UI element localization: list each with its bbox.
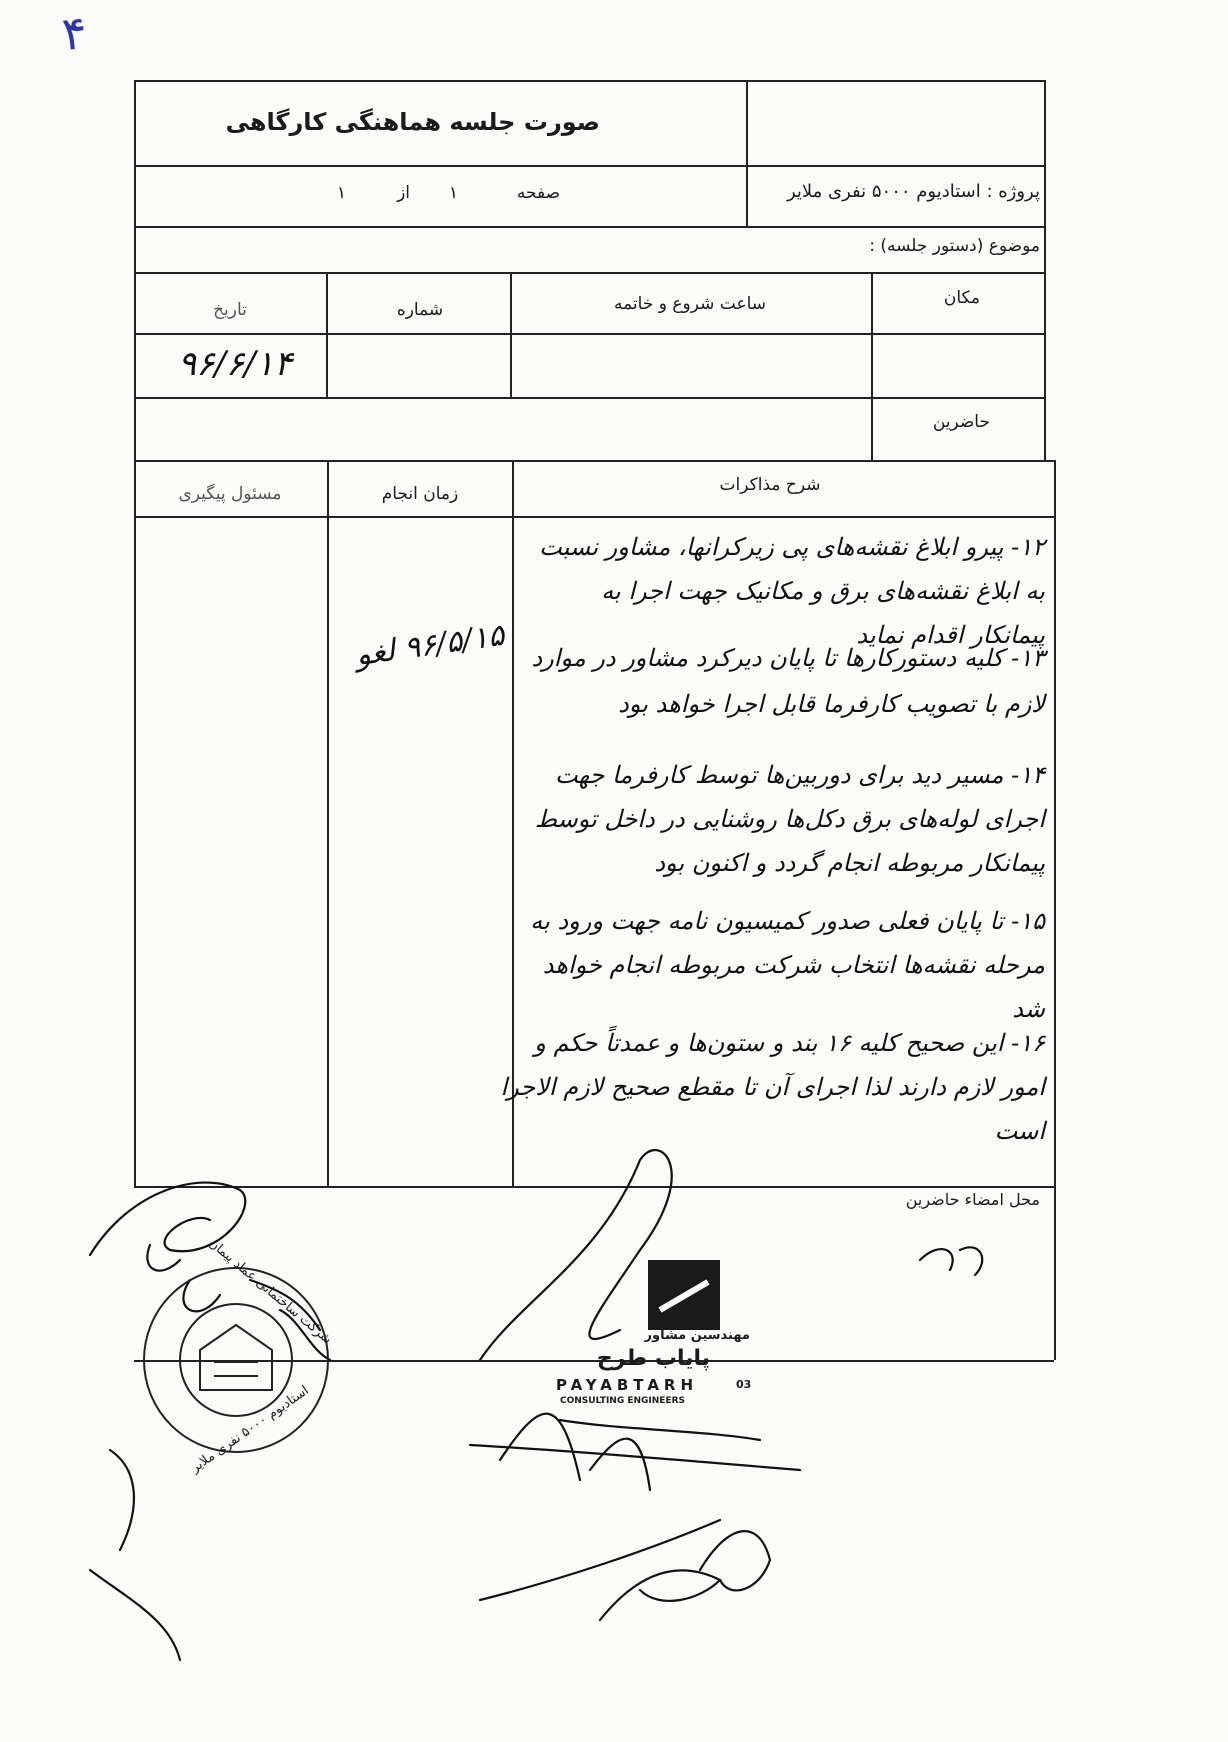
- signatures-drawing: [0, 1100, 1228, 1740]
- attendees-bottom-line: [134, 460, 1054, 462]
- consultant-stamp-code: 03: [736, 1378, 752, 1391]
- signatures-label: محل امضاء حاضرین: [905, 1190, 1040, 1209]
- minutes-item-13: ۱۳- کلیه دستورکارها تا پایان دیرکرد مشاور در موارد لازم با تصویب کارفرما قابل اجرا خواهد بود: [531, 644, 1045, 718]
- date-value: ۹۶/۶/۱۴: [177, 344, 293, 384]
- page-total: ۱: [336, 183, 346, 203]
- consultant-stamp-line1: مهندسین مشاور: [644, 1328, 750, 1343]
- meta-mid-line: [134, 333, 1044, 335]
- project-label: پروژه : استادیوم ۵۰۰۰ نفری ملایر: [786, 181, 1040, 202]
- header-mid-line: [134, 165, 1044, 167]
- attendees-label: حاضرین: [932, 412, 990, 432]
- date-label: تاریخ: [213, 300, 247, 320]
- page-current: ۱: [448, 183, 458, 203]
- subject-label: موضوع (دستور جلسه) :: [869, 236, 1040, 256]
- signature-scribble-4: [470, 1420, 800, 1470]
- time-label: ساعت شروع و خاتمه: [613, 294, 767, 314]
- page-of-label: از: [397, 183, 410, 203]
- header-bottom-line: [134, 226, 1044, 228]
- signature-scribble-8: [90, 1450, 180, 1660]
- number-label: شماره: [396, 300, 444, 320]
- col-description-label: شرح مذاکرات: [719, 475, 821, 495]
- signature-scribble-6: [480, 1520, 720, 1620]
- frame-top: [134, 80, 1044, 82]
- minutes-item-14: ۱۴- مسیر دید برای دوربین‌ها توسط کارفرما جهت اجرای لوله‌های برق دکل‌ها روشنایی در داخل توسط پیمانکار مربوطه انجام گردد و اکنون بود: [534, 761, 1045, 877]
- page-label: صفحه: [516, 183, 560, 203]
- contractor-stamp-bottom: استادیوم ۵۰۰۰ نفری ملایر: [188, 1383, 312, 1476]
- place-label: مکان: [943, 288, 980, 308]
- minutes-item-16: ۱۶- این صحیح کلیه ۱۶ بند و ستون‌ها و عمدتاً حکم و امور لازم دارند لذا اجرای آن تا مقطع صحیح لازم الاجرا است: [500, 1029, 1045, 1145]
- meta-bottom-line: [134, 397, 1044, 399]
- signature-scribble-7: [700, 1531, 770, 1590]
- page-number: ۴: [59, 5, 90, 61]
- minutes-items: [500, 525, 1045, 1175]
- frame-right: [1044, 80, 1046, 460]
- meta-col-2: [510, 272, 512, 398]
- page-counter: [320, 183, 560, 209]
- contractor-stamp-ring: شرکت ساختمانی عماد پیمان: [205, 1235, 335, 1348]
- form-title: صورت جلسه هماهنگی کارگاهی: [225, 108, 600, 136]
- subject-bottom-line: [134, 272, 1044, 274]
- consultant-stamp-name: پایاب طرح: [596, 1346, 710, 1371]
- signature-scribble-9: [920, 1247, 982, 1275]
- consultant-stamp-latin: PAYABTARH: [556, 1376, 699, 1394]
- minutes-header-bottom: [134, 516, 1054, 518]
- meta-col-3: [326, 272, 328, 398]
- contractor-round-stamp: [144, 1268, 328, 1452]
- minutes-item-15: ۱۵- تا پایان فعلی صدور کمیسیون نامه جهت ورود به مرحله نقشه‌ها انتخاب شرکت مربوطه انجام خواهد شد: [530, 907, 1045, 1023]
- minutes-item-12: ۱۲- پیرو ابلاغ نقشه‌های پی زیرکرانها، مشاور نسبت به ابلاغ نقشه‌های برق و مکانیک جهت اجرا به پیمانکار اقدام نماید: [539, 533, 1045, 649]
- consultant-stamp: [540, 1320, 780, 1420]
- deadline-value: ۹۶/۵/۱۵ لغو: [353, 617, 507, 674]
- col-responsible-label: مسئول پیگیری: [178, 484, 282, 504]
- consultant-stamp-subtitle: CONSULTING ENGINEERS: [560, 1396, 686, 1406]
- signature-scribble-2: [147, 1245, 220, 1311]
- minutes-col-2: [327, 460, 329, 1188]
- meta-col-1: [871, 272, 873, 460]
- frame-left: [134, 80, 136, 1188]
- header-divider-vertical: [746, 80, 748, 227]
- col-deadline-label: زمان انجام: [381, 484, 459, 504]
